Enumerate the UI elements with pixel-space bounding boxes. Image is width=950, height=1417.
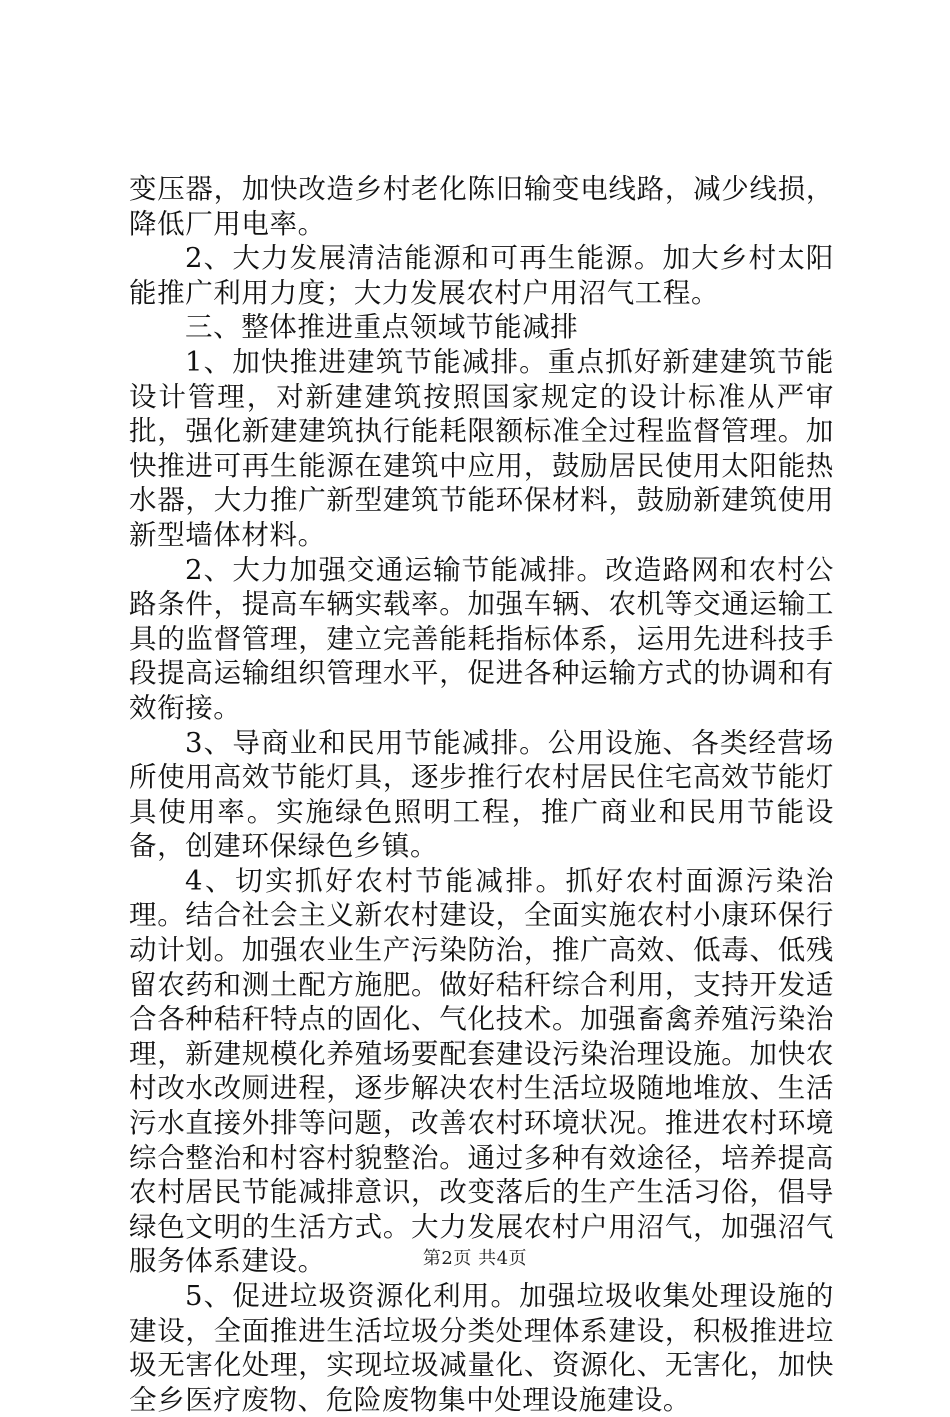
paragraph-waste: 5、促进垃圾资源化利用。加强垃圾收集处理设施的建设，全面推进生活垃圾分类处理体系建设，积极推进垃圾无害化处理，实现垃圾减量化、资源化、无害化，加快全乡医疗废物、危险废物集中处理设施建设。 [129,1280,834,1416]
section-heading: 三、整体推进重点领域节能减排 [185,311,579,344]
page-footer: 第2页 共4页 [422,1248,528,1269]
paragraph-commercial: 3、导商业和民用节能减排。公用设施、各类经营场所使用高效节能灯具，逐步推行农村居民住宅高效节能灯具使用率。实施绿色照明工程，推广商业和民用节能设备，创建环保绿色乡镇。 [129,726,834,863]
paragraph-clean-energy: 2、大力发展清洁能源和可再生能源。加大乡村太阳能推广利用力度；大力发展农村户用沼气工程。 [129,242,834,309]
paragraph-rural: 4、切实抓好农村节能减排。抓好农村面源污染治理。结合社会主义新农村建设，全面实施农村小康环保行动计划。加强农业生产污染防治，推广高效、低毒、低残留农药和测土配方施肥。做好秸秆综合利用，支持开发适合各种秸秆特点的固化、气化技术。加强畜禽养殖污染治理，新建规模化养殖场要配套建设污染治理设施。加快农村改水改厕进程，逐步解决农村生活垃圾随地堆放、生活污水直接外排等问题，改善农村环境状况。推进农村环境综合整治和村容村貌整治。通过多种有效途径，培养提高农村居民节能减排意识，改变落后的生产生活习俗，倡导绿色文明的生活方式。大力发展农村户用沼气，加强沼气服务体系建设。 [129,864,834,1278]
paragraph-continuation: 变压器，加快改造乡村老化陈旧输变电线路，减少线损，降低厂用电率。 [129,173,834,240]
document-body [129,172,834,1417]
paragraph-building: 1、加快推进建筑节能减排。重点抓好新建建筑节能设计管理，对新建建筑按照国家规定的设计标准从严审批，强化新建建筑执行能耗限额标准全过程监督管理。加快推进可再生能源在建筑中应用，鼓励居民使用太阳能热水器，大力推广新型建筑节能环保材料，鼓励新建筑使用新型墙体材料。 [129,345,834,551]
paragraph-transport: 2、大力加强交通运输节能减排。改造路网和农村公路条件，提高车辆实载率。加强车辆、农机等交通运输工具的监督管理，建立完善能耗指标体系，运用先进科技手段提高运输组织管理水平，促进各种运输方式的协调和有效衔接。 [129,553,834,724]
